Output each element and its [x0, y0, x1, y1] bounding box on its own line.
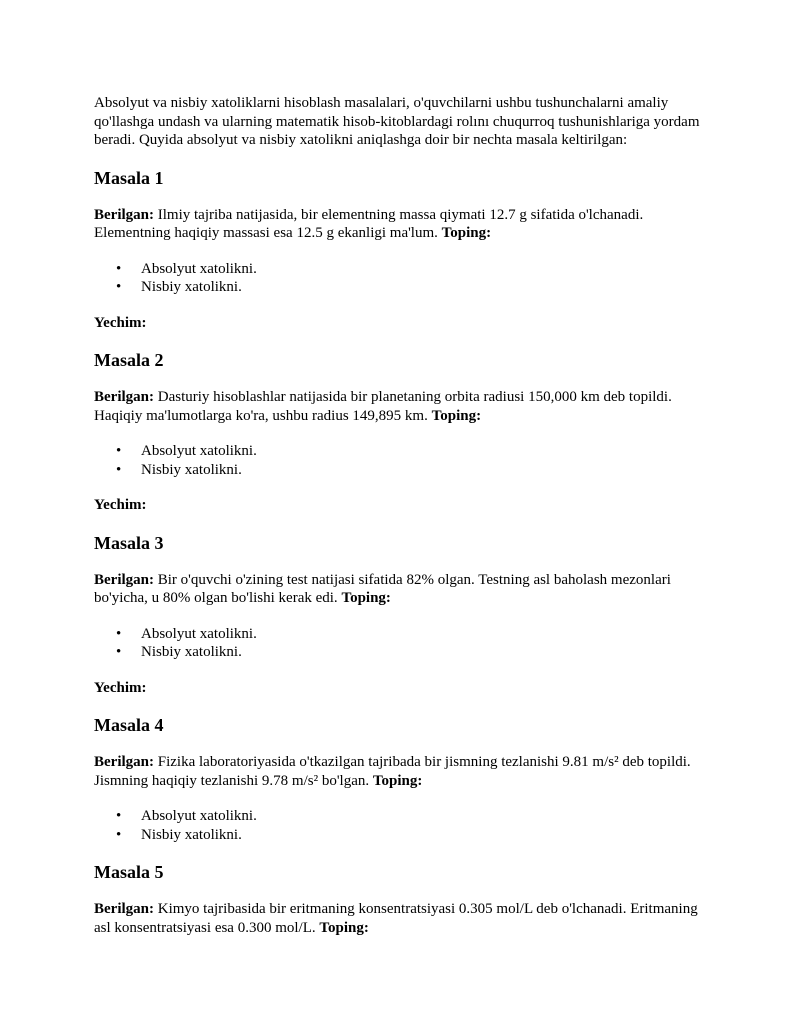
- problem-title: Masala 5: [94, 862, 164, 882]
- solution-label: Yechim:: [94, 679, 147, 696]
- given-label: Berilgan:: [94, 901, 154, 917]
- list-item: • Nisbiy xatolikni.: [94, 826, 714, 845]
- given-label: Berilgan:: [94, 389, 154, 405]
- given-text: Fizika laboratoriyasida o'tkazilgan tajribada bir jismning tezlanishi 9.81 m/s² deb topildi. Jismning haqiqiy tezlanishi 9.78 m/s² bo'lgan.: [94, 754, 691, 789]
- solution-label: Yechim:: [94, 497, 147, 513]
- document-page: [94, 94, 714, 937]
- problem-given: [94, 388, 714, 425]
- list-item: • Nisbiy xatolikni.: [94, 643, 714, 662]
- given-text: Bir o'quvchi o'zining test natijasi sifatida 82% olgan. Testning asl baholash mezonlari bo'yicha, u 80% olgan bo'lishi kerak edi.: [94, 571, 671, 606]
- problem-5: [94, 861, 714, 937]
- find-list: [94, 442, 714, 479]
- intro-paragraph: Absolyut va nisbiy xatoliklarni hisoblash masalalari, o'quvchilarni ushbu tushunchalarni amaliy qo'llashga undash va ularning matematik hisob-kitoblardagi rolını chuqurroq tushunishlariga yordam beradi. Quyida absolyut va nisbiy xatolikni aniqlashga doir bir nechta masala keltirilgan:: [94, 95, 700, 148]
- find-list: [94, 807, 714, 844]
- find-label: Toping:: [341, 590, 391, 606]
- problem-given: [94, 753, 714, 790]
- given-label: Berilgan:: [94, 571, 154, 588]
- find-label: Toping:: [372, 772, 423, 789]
- problem-given: [94, 571, 714, 608]
- problem-given: [94, 900, 714, 937]
- find-list: [94, 625, 714, 662]
- given-text: Dasturiy hisoblashlar natijasida bir planetaning orbita radiusi 150,000 km deb topildi. Haqiqiy ma'lumotlarga ko'ra, ushbu radius 149,895 km.: [94, 389, 672, 424]
- list-item: • Nisbiy xatolikni.: [94, 278, 714, 297]
- problem-title: Masala 3: [94, 532, 164, 553]
- find-label: Toping:: [431, 407, 482, 424]
- problem-1: [94, 167, 714, 333]
- find-label: Toping:: [319, 919, 369, 936]
- list-item: • Absolyut xatolikni.: [94, 807, 714, 826]
- solution-label: Yechim:: [94, 314, 147, 331]
- list-item: • Nisbiy xatolikni.: [94, 461, 714, 480]
- given-label: Berilgan:: [94, 206, 154, 223]
- find-list: [94, 260, 714, 297]
- problem-title: Masala 1: [94, 167, 164, 188]
- problem-title: Masala 2: [94, 350, 164, 370]
- given-text: Kimyo tajribasida bir eritmaning konsentratsiyasi 0.305 mol/L deb o'lchanadi. Eritmaning asl konsentratsiyasi esa 0.300 mol/L.: [94, 901, 698, 936]
- problem-4: [94, 714, 714, 844]
- list-item: • Absolyut xatolikni.: [94, 625, 714, 644]
- given-label: Berilgan:: [94, 754, 154, 770]
- find-label: Toping:: [441, 225, 492, 241]
- list-item: • Absolyut xatolikni.: [94, 260, 714, 279]
- problem-2: [94, 349, 714, 515]
- problem-3: [94, 532, 714, 698]
- list-item: • Absolyut xatolikni.: [94, 442, 714, 461]
- problem-given: [94, 206, 714, 243]
- problem-title: Masala 4: [94, 715, 164, 735]
- given-text: Ilmiy tajriba natijasida, bir elementning massa qiymati 12.7 g sifatida o'lchanadi. Elementning haqiqiy massasi esa 12.5 g ekanligi ma'lum.: [94, 206, 644, 241]
